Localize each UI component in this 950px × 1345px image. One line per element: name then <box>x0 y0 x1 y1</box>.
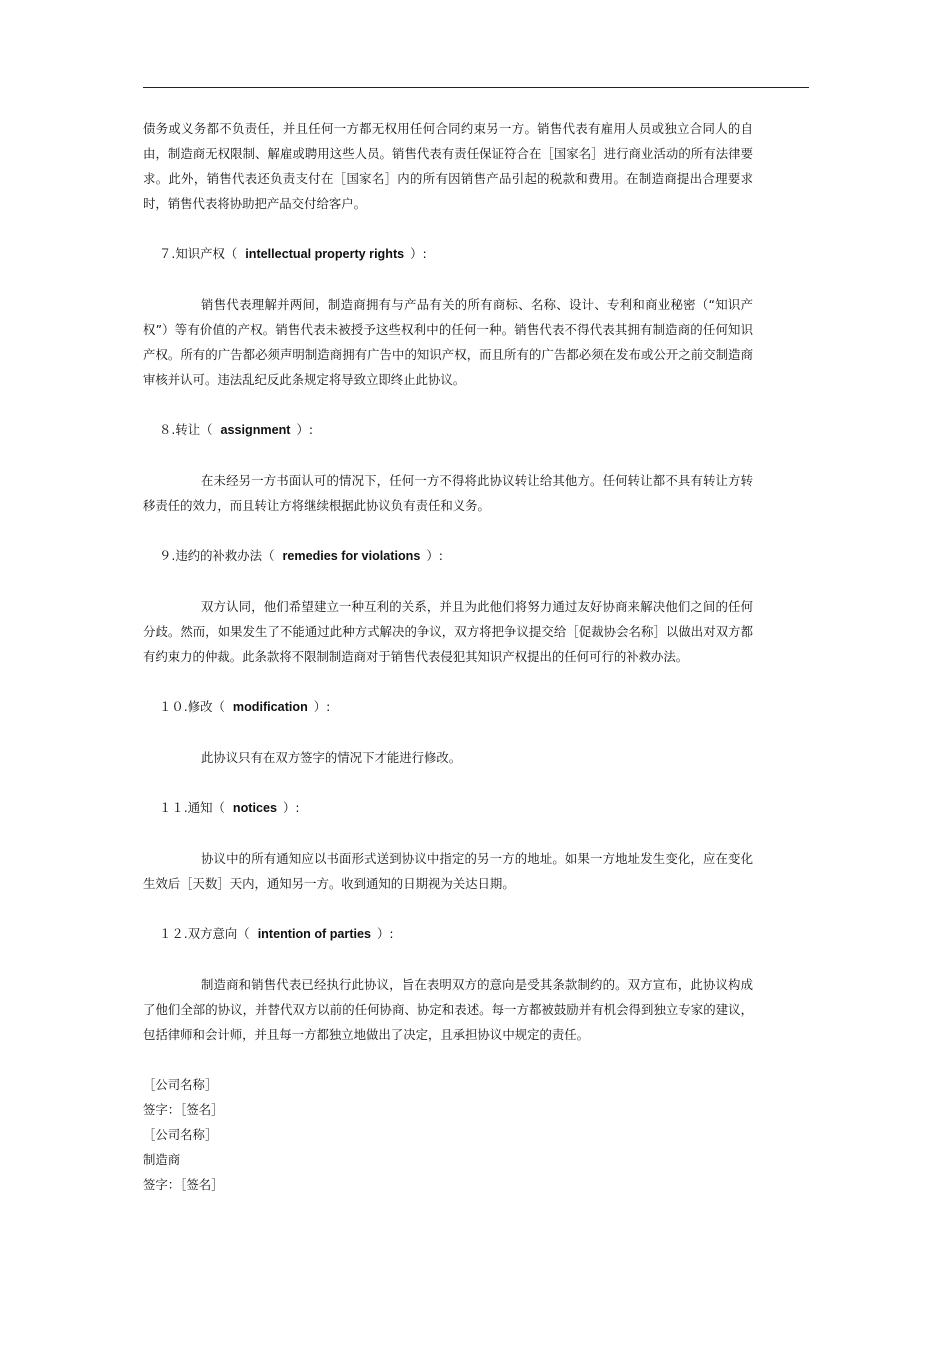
section-title-en: modification <box>232 700 308 714</box>
section-number: ８. <box>159 422 176 437</box>
section-number: １０. <box>159 699 188 714</box>
section-12-heading <box>143 921 753 947</box>
section-number: ９. <box>159 548 176 563</box>
section-7-heading <box>143 241 753 267</box>
section-title-cn: 违约的补救办法（ <box>175 548 275 563</box>
section-11-body: 协议中的所有通知应以书面形式送到协议中指定的另一方的地址。如果一方地址发生变化，应在变化生效后［天数］天内，通知另一方。收到通知的日期视为关达日期。 <box>143 851 753 891</box>
signature-block <box>143 1072 753 1197</box>
section-title-cn: 知识产权（ <box>175 246 238 261</box>
section-12-body: 制造商和销售代表已经执行此协议，旨在表明双方的意向是受其条款制约的。双方宣布，此协议构成了他们全部的协议，并替代双方以前的任何协商、协定和表述。每一方都被鼓励并有机会得到独立专家的建议，包括律师和会计师，并且每一方都独立地做出了决定，且承担协议中规定的责任。 <box>143 977 753 1042</box>
section-title-cn: 修改（ <box>187 699 225 714</box>
company-name-line: ［公司名称］ <box>143 1077 218 1092</box>
section-8-heading <box>143 417 753 443</box>
section-title-cn: 双方意向（ <box>187 926 250 941</box>
section-number: １２. <box>159 926 188 941</box>
section-title-close: ）: <box>377 926 394 941</box>
section-7-body: 销售代表理解并两间，制造商拥有与产品有关的所有商标、名称、设计、专利和商业秘密（“知识产权”）等有价值的产权。销售代表未被授予这些权利中的任何一种。销售代表不得代表其拥有制造商的任何知识产权。所有的广告都必须声明制造商拥有广告中的知识产权，而且所有的广告都必须在发布或公开之前交制造商审核并认可。违法乱纪反此条规定将导致立即终止此协议。 <box>143 297 753 387</box>
section-title-close: ）: <box>296 422 314 437</box>
section-title-cn: 转让（ <box>175 422 213 437</box>
section-title-en: assignment <box>220 423 291 437</box>
section-title-close: ）: <box>410 246 427 261</box>
manufacturer-label: 制造商 <box>143 1152 181 1167</box>
section-title-close: ）: <box>283 800 300 815</box>
intro-paragraph: 债务或义务都不负责任，并且任何一方都无权用任何合同约束另一方。销售代表有雇用人员或独立合同人的自由，制造商无权限制、解雇或聘用这些人员。销售代表有责任保证符合在［国家名］进行商业活动的所有法律要求。此外，销售代表还负责支付在［国家名］内的所有因销售产品引起的税款和费用。在制造商提出合理要求时，销售代表将协助把产品交付给客户。 <box>143 121 753 211</box>
section-10-heading <box>143 694 753 720</box>
header-rule <box>143 87 809 88</box>
section-title-en: notices <box>232 801 277 815</box>
section-title-en: remedies for violations <box>282 549 421 563</box>
section-title-close: ）: <box>313 699 331 714</box>
signature-line: 签字：［签名］ <box>143 1102 224 1117</box>
section-title-close: ）: <box>426 548 443 563</box>
section-10-body: 此协议只有在双方签字的情况下才能进行修改。 <box>201 750 462 765</box>
company-name-line: ［公司名称］ <box>143 1127 218 1142</box>
section-title-en: intention of parties <box>257 927 372 941</box>
section-number: ７. <box>159 246 176 261</box>
section-11-heading <box>143 795 753 821</box>
section-title-cn: 通知（ <box>187 800 225 815</box>
document-body <box>143 116 753 1197</box>
section-9-body: 双方认同，他们希望建立一种互利的关系，并且为此他们将努力通过友好协商来解决他们之间的任何分歧。然而，如果发生了不能通过此种方式解决的争议，双方将把争议提交给［促裁协会名称］以做出对双方都有约束力的仲裁。此条款将不限制制造商对于销售代表侵犯其知识产权提出的任何可行的补救办法。 <box>143 599 753 664</box>
section-number: １１. <box>159 800 188 815</box>
signature-line: 签字：［签名］ <box>143 1177 224 1192</box>
section-8-body: 在未经另一方书面认可的情况下，任何一方不得将此协议转让给其他方。任何转让都不具有转让方转移责任的效力，而且转让方将继续根据此协议负有责任和义务。 <box>143 473 753 513</box>
section-title-en: intellectual property rights <box>245 247 405 261</box>
section-9-heading <box>143 543 753 569</box>
